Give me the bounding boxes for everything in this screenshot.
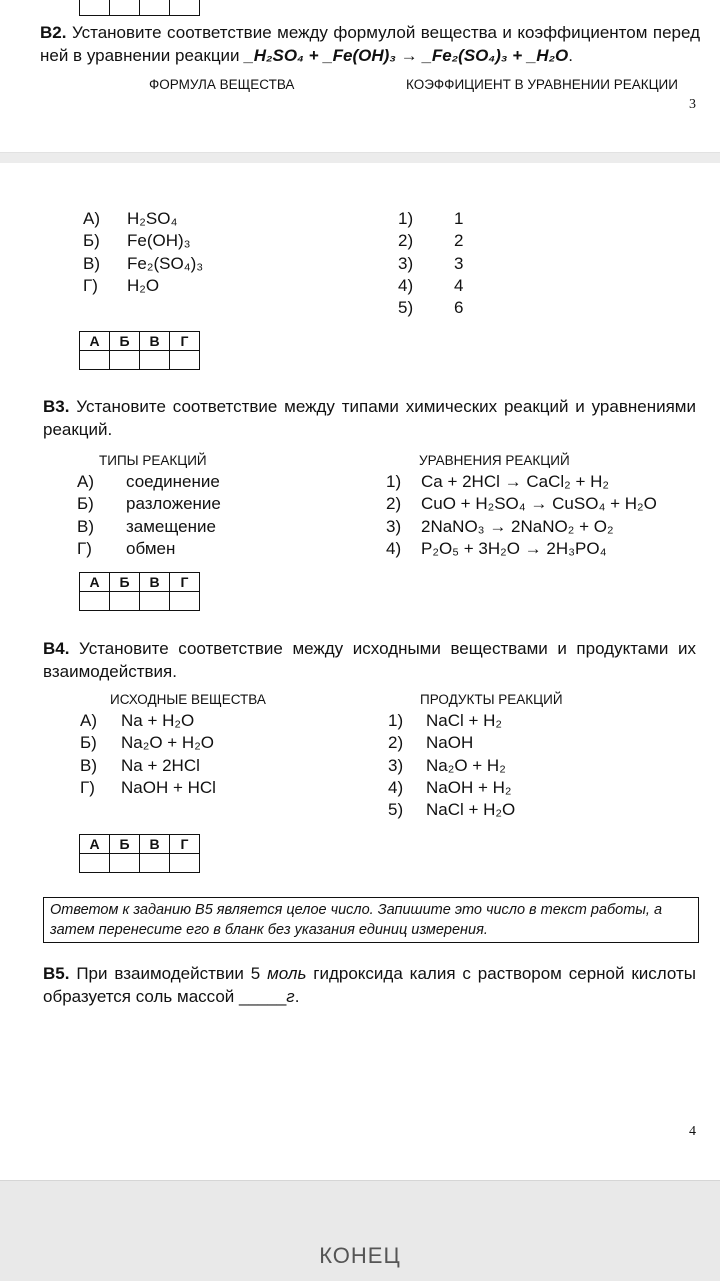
reaction-type: соединение <box>126 472 220 491</box>
instruction-note: Ответом к заданию В5 является целое число. Запишите это число в текст работы, а затем перенесите его в бланк без указания единиц измерения. <box>43 897 699 943</box>
option-number: 4) <box>386 538 402 558</box>
b4-col-right-header: ПРОДУКТЫ РЕАКЦИЙ <box>420 692 563 707</box>
option-number: 1) <box>386 472 402 491</box>
formula: Fe(OH)₃ <box>127 231 191 251</box>
reaction-type: разложение <box>126 494 221 514</box>
b3-equations <box>421 471 657 560</box>
grid-answer-cell[interactable] <box>80 351 110 370</box>
grid-header: А <box>80 573 110 592</box>
option-letter: Г) <box>83 275 98 295</box>
option-number: 1) <box>388 711 404 730</box>
grid-answer-cell[interactable] <box>140 854 170 873</box>
option-letter: Г) <box>80 777 95 797</box>
b2-col-right-header: КОЭФФИЦИЕНТ В УРАВНЕНИИ РЕАКЦИИ <box>406 77 678 92</box>
grid-header: Б <box>110 573 140 592</box>
option-letter: В) <box>83 253 100 273</box>
grid-answer-cell[interactable] <box>170 351 200 370</box>
reactants: NaOH + HCl <box>121 777 216 797</box>
option-letter: В) <box>80 755 97 775</box>
reactants: Na + H₂O <box>121 711 195 730</box>
coefficient: 3 <box>454 253 464 273</box>
b3-col-right-header: УРАВНЕНИЯ РЕАКЦИЙ <box>419 453 570 468</box>
option-number: 2) <box>388 733 404 753</box>
question-b5-label: В5. <box>43 964 70 983</box>
formula: H₂SO₄ <box>127 209 178 228</box>
reaction-equation: P₂O₅ + 3H₂O → 2H₃PO₄ <box>421 538 607 558</box>
option-number: 2) <box>398 231 414 251</box>
answer-grid-b4 <box>79 834 200 873</box>
answer-grid-b2 <box>79 331 200 370</box>
option-number: 5) <box>398 298 414 318</box>
option-letter: Б) <box>80 733 97 753</box>
question-b5-text: При взаимодействии 5 <box>69 964 268 983</box>
option-number: 3) <box>398 253 414 273</box>
question-b5 <box>43 962 696 1008</box>
question-b5-text-2: гидроксида калия с раствором серной кислоты образуется соль массой <box>43 964 696 1006</box>
option-number: 2) <box>386 494 402 514</box>
question-b2-label: В2. <box>40 23 67 42</box>
b3-col-left-header: ТИПЫ РЕАКЦИЙ <box>99 453 207 468</box>
grid-header: Б <box>110 835 140 854</box>
unit-mol: моль <box>267 964 307 983</box>
b2-nums <box>398 208 413 319</box>
grid-header: В <box>140 835 170 854</box>
products: NaCl + H₂ <box>426 711 503 730</box>
coefficient: 1 <box>454 209 464 228</box>
grid-header: Б <box>110 332 140 351</box>
b2-coefs <box>454 208 463 319</box>
formula: Fe₂(SO₄)₃ <box>127 253 204 273</box>
grid-answer-cell[interactable] <box>140 351 170 370</box>
option-number: 4) <box>388 777 404 797</box>
option-letter: А) <box>83 209 100 228</box>
question-b2 <box>40 21 700 67</box>
b3-nums <box>386 471 401 560</box>
grid-header: В <box>140 332 170 351</box>
grid-answer-cell[interactable] <box>110 854 140 873</box>
coefficient: 2 <box>454 231 464 251</box>
grid-header: А <box>80 835 110 854</box>
coefficient: 4 <box>454 275 464 295</box>
b4-nums <box>388 710 403 821</box>
option-letter: А) <box>80 711 97 730</box>
grid-answer-cell[interactable] <box>170 592 200 611</box>
option-number: 4) <box>398 275 414 295</box>
grid-header: Г <box>170 835 200 854</box>
grid-header: Г <box>170 573 200 592</box>
question-b3-label: В3. <box>43 397 70 416</box>
b2-letters <box>83 208 100 297</box>
products: NaOH <box>426 733 474 753</box>
option-letter: Б) <box>83 231 100 251</box>
grid-header: Г <box>170 332 200 351</box>
question-b4-text: Установите соответствие между исходными веществами и продуктами их взаимодействия. <box>43 639 696 681</box>
option-letter: А) <box>77 472 94 491</box>
reaction-type: обмен <box>126 538 176 558</box>
b4-letters <box>80 710 97 799</box>
option-number: 3) <box>386 516 402 536</box>
reactants: Na + 2HCl <box>121 755 200 775</box>
b2-col-left-header: ФОРМУЛА ВЕЩЕСТВА <box>149 77 295 92</box>
reaction-type: замещение <box>126 516 216 536</box>
question-b4 <box>43 637 696 683</box>
page-separator <box>0 152 720 163</box>
option-number: 1) <box>398 209 414 228</box>
grid-header: А <box>80 332 110 351</box>
question-b2-equation: _H₂SO₄ + _Fe(OH)₃ → _Fe₂(SO₄)₃ + _H₂O <box>244 46 569 65</box>
answer-grid-b3 <box>79 572 200 611</box>
answer-grid-partial <box>79 0 200 16</box>
b3-letters <box>77 471 94 560</box>
reaction-equation: Ca + 2HCl → CaCl₂ + H₂ <box>421 472 609 491</box>
grid-answer-cell[interactable] <box>110 592 140 611</box>
b4-col-left-header: ИСХОДНЫЕ ВЕЩЕСТВА <box>110 692 266 707</box>
answer-blank[interactable]: _____ <box>239 987 287 1006</box>
reactants: Na₂O + H₂O <box>121 733 215 753</box>
grid-header: В <box>140 573 170 592</box>
question-b3-text: Установите соответствие между типами химических реакций и уравнениями реакций. <box>43 397 696 439</box>
grid-answer-cell[interactable] <box>80 854 110 873</box>
question-b4-label: В4. <box>43 639 70 658</box>
grid-answer-cell[interactable] <box>140 592 170 611</box>
grid-answer-cell[interactable] <box>80 592 110 611</box>
formula: H₂O <box>127 275 160 295</box>
unit-gram: г <box>286 987 295 1006</box>
products: NaCl + H₂O <box>426 800 516 820</box>
b4-reactants <box>121 710 216 799</box>
grid-answer-cell[interactable] <box>170 854 200 873</box>
reaction-equation: CuO + H₂SO₄ → CuSO₄ + H₂O <box>421 494 657 514</box>
b2-formulas <box>127 208 203 297</box>
coefficient: 6 <box>454 298 464 318</box>
page-number-3: 3 <box>689 97 696 112</box>
option-letter: Г) <box>77 538 92 558</box>
products: Na₂O + H₂ <box>426 755 506 775</box>
products: NaOH + H₂ <box>426 777 512 797</box>
b4-products <box>426 710 515 821</box>
option-letter: Б) <box>77 494 94 514</box>
option-number: 3) <box>388 755 404 775</box>
grid-answer-cell[interactable] <box>110 351 140 370</box>
page-number-4: 4 <box>689 1124 696 1139</box>
question-b2-text: Установите соответствие между формулой вещества и коэффициентом перед ней в уравнении реакции <box>40 23 700 65</box>
question-b5-end: . <box>294 987 300 1006</box>
b3-types <box>126 471 221 560</box>
question-b2-end: . <box>568 46 574 65</box>
reaction-equation: 2NaNO₃ → 2NaNO₂ + O₂ <box>421 516 614 536</box>
question-b3 <box>43 395 696 441</box>
option-number: 5) <box>388 800 404 820</box>
end-label: КОНЕЦ <box>319 1243 401 1268</box>
option-letter: В) <box>77 516 94 536</box>
